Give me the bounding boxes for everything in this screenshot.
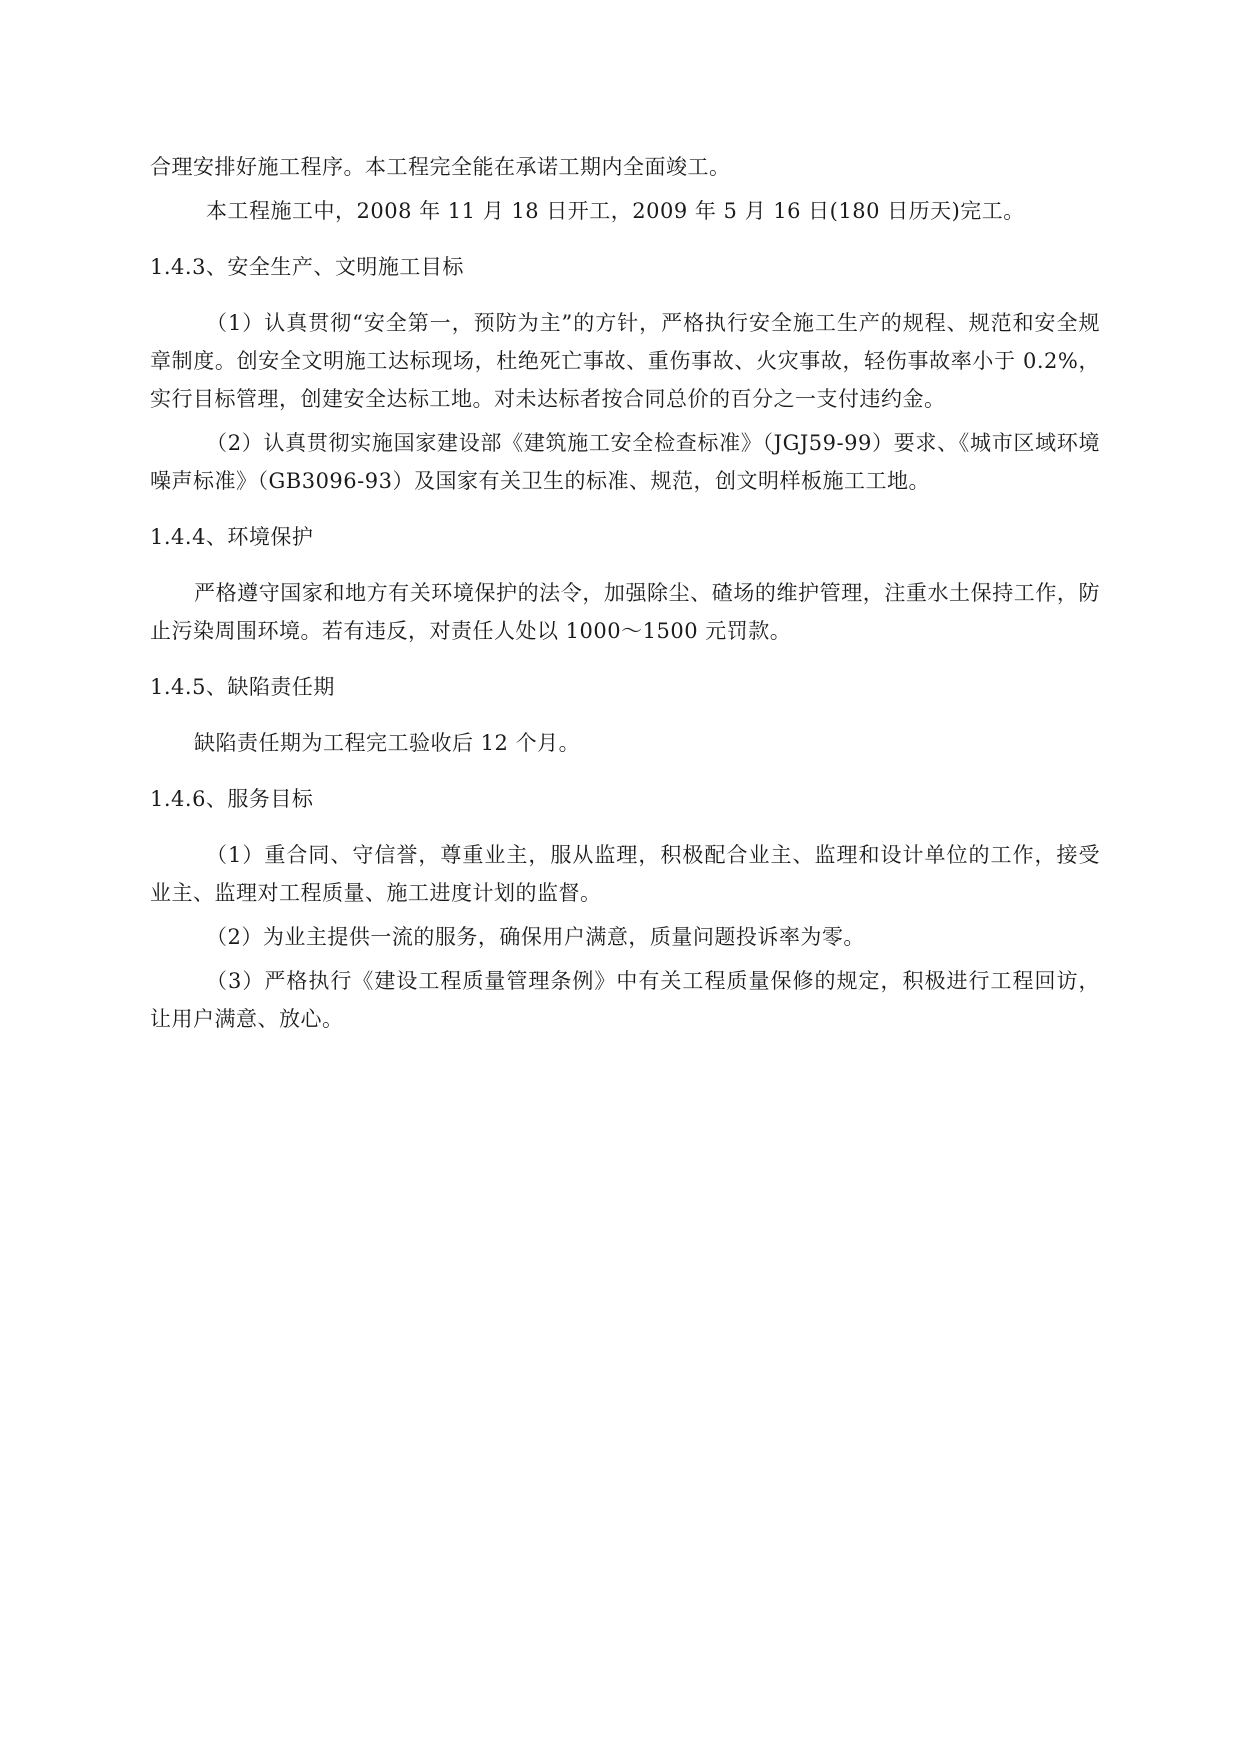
paragraph-service-1: （1）重合同、守信誉，尊重业主，服从监理，积极配合业主、监理和设计单位的工作，接受业主、监理对工程质量、施工进度计划的监督。: [150, 843, 1100, 905]
paragraph-continuation: 合理安排好施工程序。本工程完全能在承诺工期内全面竣工。: [150, 155, 731, 179]
section-heading-1-4-4: 1.4.4、环境保护: [150, 525, 314, 549]
paragraph-safety-2: （2）认真贯彻实施国家建设部《建筑施工安全检查标准》（JGJ59-99）要求、《城市区域环境噪声标准》（GB3096-93）及国家有关卫生的标准、规范，创文明样板施工工地。: [150, 431, 1100, 493]
paragraph-defect-period: 缺陷责任期为工程完工验收后 12 个月。: [194, 731, 581, 755]
document-body: [150, 148, 1100, 1038]
paragraph-service-3: （3）严格执行《建设工程质量管理条例》中有关工程质量保修的规定，积极进行工程回访，让用户满意、放心。: [150, 969, 1100, 1031]
section-heading-1-4-6: 1.4.6、服务目标: [150, 787, 314, 811]
paragraph-environment: 严格遵守国家和地方有关环境保护的法令，加强除尘、碴场的维护管理，注重水土保持工作，防止污染周围环境。若有违反，对责任人处以 1000～1500 元罚款。: [150, 581, 1100, 643]
section-heading-1-4-5: 1.4.5、缺陷责任期: [150, 675, 335, 699]
paragraph-schedule: 本工程施工中，2008 年 11 月 18 日开工，2009 年 5 月 16 日(180 日历天)完工。: [206, 199, 1025, 223]
paragraph-service-2: （2）为业主提供一流的服务，确保用户满意，质量问题投诉率为零。: [206, 925, 865, 949]
section-heading-1-4-3: 1.4.3、安全生产、文明施工目标: [150, 255, 464, 279]
paragraph-safety-1: （1）认真贯彻“安全第一，预防为主”的方针，严格执行安全施工生产的规程、规范和安全规章制度。创安全文明施工达标现场，杜绝死亡事故、重伤事故、火灾事故，轻伤事故率小于 0.2%，实行目标管理，创建安全达标工地。对未达标者按合同总价的百分之一支付违约金。: [150, 311, 1100, 411]
